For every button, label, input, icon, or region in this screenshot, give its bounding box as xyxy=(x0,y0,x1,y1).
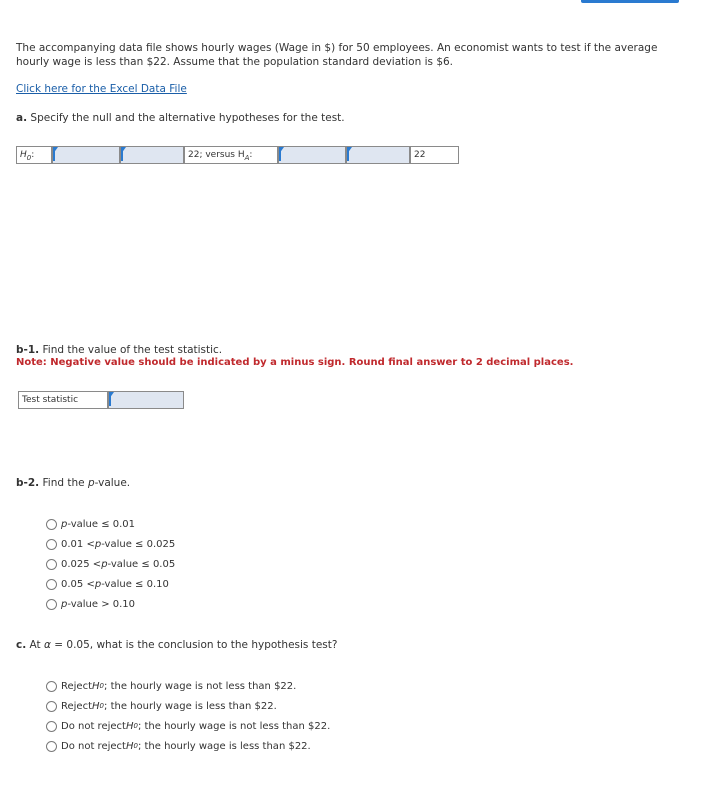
option-suffix: -value ≤ 0.05 xyxy=(107,558,176,570)
radio-button[interactable] xyxy=(46,741,57,752)
ha-operator-select[interactable] xyxy=(346,146,410,164)
part-b2-p: p xyxy=(87,477,95,489)
conclusion-option-2[interactable] xyxy=(46,696,330,716)
h0-colon: : xyxy=(31,150,35,160)
option-suffix: ; the hourly wage is not less than $22. xyxy=(104,680,297,692)
p-value-option-1[interactable] xyxy=(46,514,175,534)
option-p: p xyxy=(61,598,68,610)
part-b2-number: b-2. xyxy=(16,477,40,489)
input-flag-icon xyxy=(109,392,114,399)
ha-parameter-select[interactable] xyxy=(278,146,346,164)
part-b2-label xyxy=(16,477,130,489)
option-prefix: 0.05 < xyxy=(61,578,95,590)
excel-data-link[interactable]: Click here for the Excel Data File xyxy=(16,83,187,95)
option-p: p xyxy=(94,538,102,550)
option-p: p xyxy=(101,558,108,570)
test-statistic-label: Test statistic xyxy=(18,391,108,409)
part-c-label xyxy=(16,639,337,651)
intro-line-1: The accompanying data file shows hourly wages (Wage in $) for 50 employees. An economist wants to test if the average xyxy=(16,42,658,54)
part-a-text: Specify the null and the alternative hypotheses for the test. xyxy=(27,112,345,124)
ha-value-cell: 22 xyxy=(410,146,459,164)
option-prefix: Do not reject xyxy=(61,720,126,732)
part-b2-text-b: -value. xyxy=(94,477,131,489)
part-a-number: a. xyxy=(16,112,28,124)
h0-subscript: 0 xyxy=(26,153,32,162)
p-value-option-2[interactable] xyxy=(46,534,175,554)
option-sub: 0 xyxy=(133,742,138,750)
part-c-number: c. xyxy=(16,639,27,651)
option-prefix: 0.025 < xyxy=(61,558,102,570)
radio-button[interactable] xyxy=(46,559,57,570)
h0-value-versus-text: 22; versus H xyxy=(188,150,245,160)
option-suffix: ; the hourly wage is less than $22. xyxy=(104,700,277,712)
dropdown-flag-icon xyxy=(279,147,284,154)
top-action-button[interactable] xyxy=(581,0,679,3)
option-suffix: ; the hourly wage is less than $22. xyxy=(137,740,311,752)
radio-button[interactable] xyxy=(46,539,57,550)
p-value-option-4[interactable] xyxy=(46,574,175,594)
conclusion-option-3[interactable] xyxy=(46,716,330,736)
option-sub: 0 xyxy=(99,702,105,710)
h0-parameter-select[interactable] xyxy=(52,146,120,164)
dropdown-flag-icon xyxy=(53,147,58,154)
conclusion-option-4[interactable] xyxy=(46,736,330,756)
rounding-note: Note: Negative value should be indicated by a minus sign. Round final answer to 2 decimal places. xyxy=(16,357,574,368)
conclusion-options xyxy=(46,676,330,756)
part-a-label xyxy=(16,112,345,124)
part-b1-number: b-1. xyxy=(16,344,40,356)
radio-button[interactable] xyxy=(46,599,57,610)
option-suffix: -value ≤ 0.025 xyxy=(101,538,176,550)
part-b2-text-a: Find the xyxy=(39,477,88,489)
ha-colon: : xyxy=(249,150,253,160)
radio-button[interactable] xyxy=(46,701,57,712)
test-statistic-row xyxy=(18,391,184,409)
part-c-text-b: = 0.05, what is the conclusion to the hypothesis test? xyxy=(50,639,338,651)
intro-line-2: hourly wage is less than $22. Assume that the population standard deviation is $6. xyxy=(16,55,454,68)
conclusion-option-1[interactable] xyxy=(46,676,330,696)
h0-operator-select[interactable] xyxy=(120,146,184,164)
radio-button[interactable] xyxy=(46,681,57,692)
option-h: H xyxy=(125,720,134,732)
option-prefix: Reject xyxy=(61,680,93,692)
problem-intro xyxy=(16,42,666,69)
p-value-options xyxy=(46,514,175,614)
dropdown-flag-icon xyxy=(121,147,126,154)
p-value-option-5[interactable] xyxy=(46,594,175,614)
radio-button[interactable] xyxy=(46,519,57,530)
option-prefix: Do not reject xyxy=(61,740,126,752)
radio-button[interactable] xyxy=(46,579,57,590)
option-sub: 0 xyxy=(99,682,105,690)
p-value-option-3[interactable] xyxy=(46,554,175,574)
ha-subscript: A xyxy=(244,153,250,162)
part-c-text-a: At xyxy=(26,639,45,651)
hypotheses-row xyxy=(16,146,459,164)
option-suffix: -value > 0.10 xyxy=(67,598,136,610)
option-h: H xyxy=(92,700,100,712)
option-prefix: Reject xyxy=(61,700,93,712)
alpha-symbol: α xyxy=(44,639,51,651)
part-b1-label xyxy=(16,344,222,356)
option-suffix: -value ≤ 0.01 xyxy=(67,518,136,530)
option-h: H xyxy=(92,680,100,692)
option-suffix: ; the hourly wage is not less than $22. xyxy=(137,720,331,732)
versus-cell xyxy=(184,146,278,164)
test-statistic-input[interactable] xyxy=(108,391,184,409)
part-b1-text: Find the value of the test statistic. xyxy=(39,344,223,356)
radio-button[interactable] xyxy=(46,721,57,732)
h0-symbol: H xyxy=(20,150,27,160)
option-suffix: -value ≤ 0.10 xyxy=(101,578,169,590)
option-h: H xyxy=(125,740,134,752)
h0-label-cell xyxy=(16,146,52,164)
dropdown-flag-icon xyxy=(347,147,352,154)
option-sub: 0 xyxy=(133,722,138,730)
option-p: p xyxy=(94,578,102,590)
option-p: p xyxy=(61,518,68,530)
option-prefix: 0.01 < xyxy=(61,538,95,550)
